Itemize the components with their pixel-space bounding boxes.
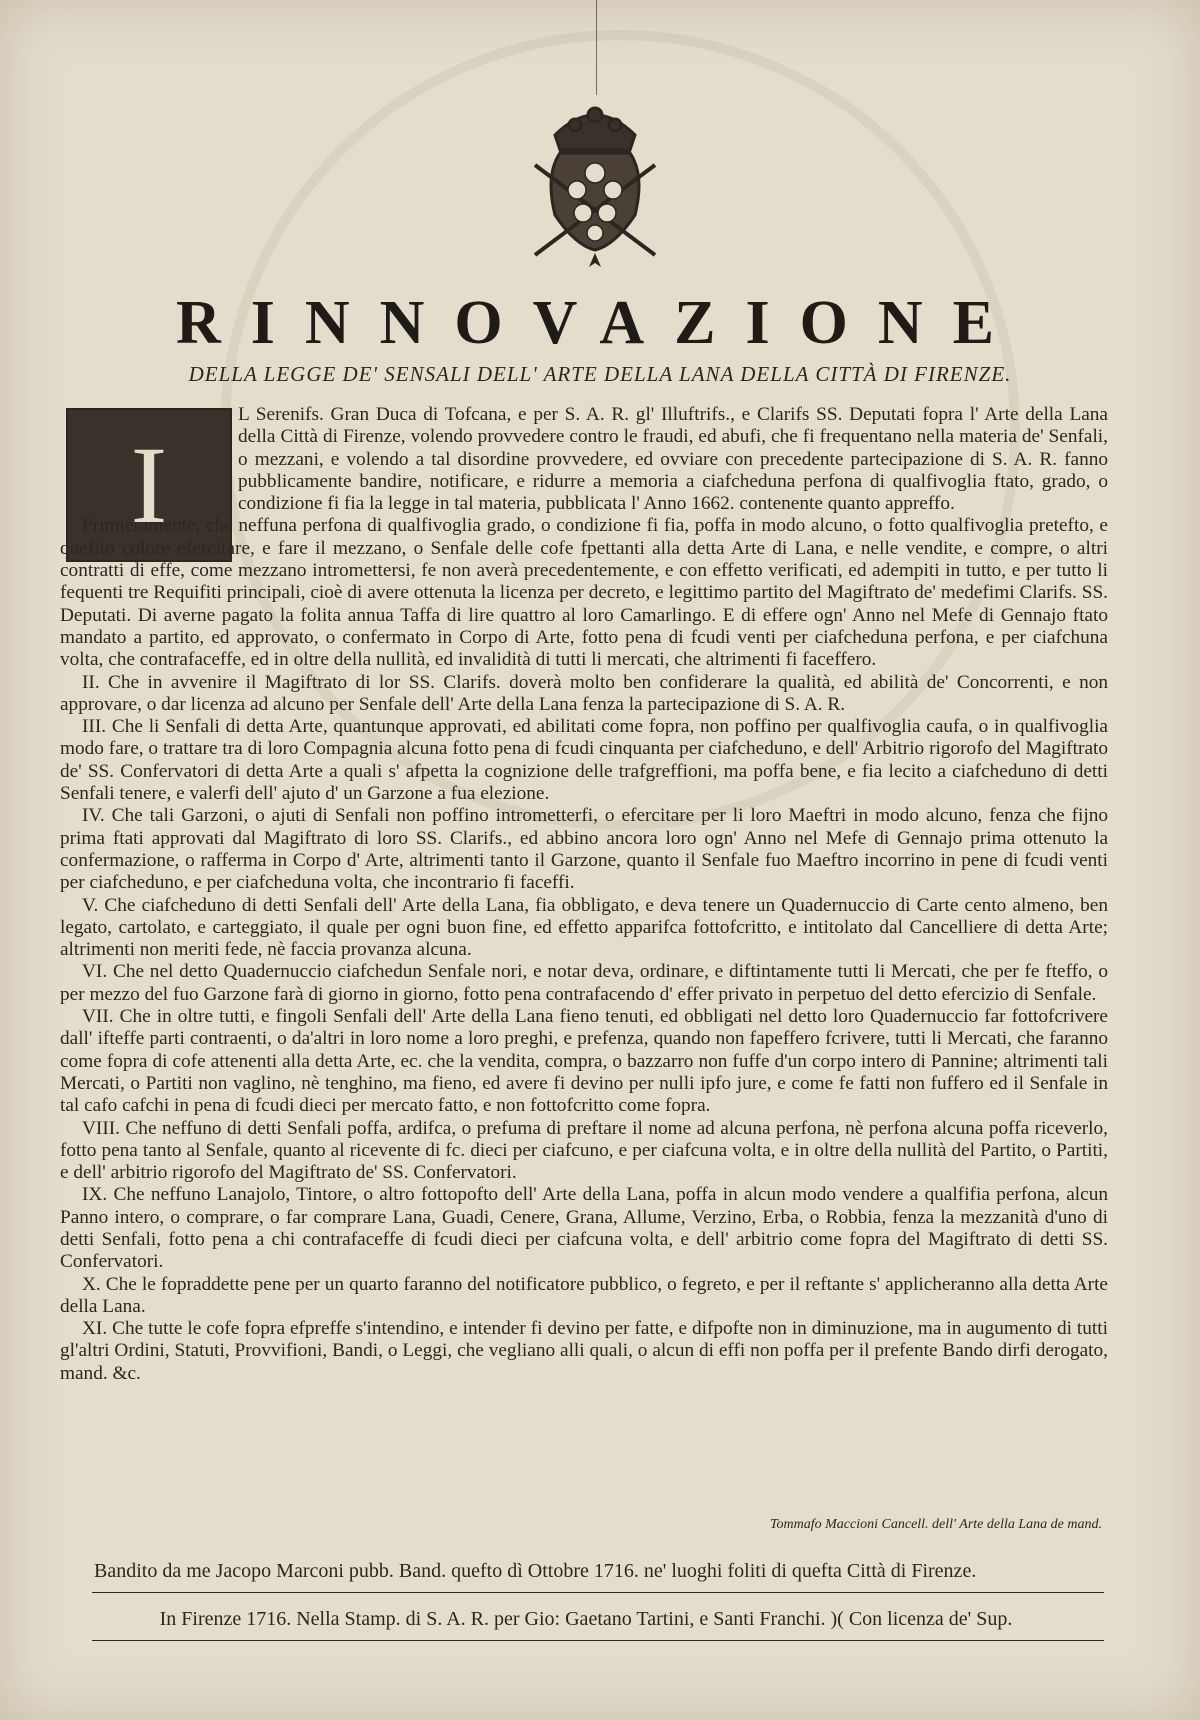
decree-body: [60, 404, 1108, 1385]
article-viii: VIII. Che neffuno di detti Senfali poffa, ardifca, o prefuma di preftare il nome ad alcuna perfona, nè perfona alcuna poffa riceverlo, fotto pena tanto al Senfale, quanto al ricevente di fc. dieci per ciafcuno, e per ciafcuna volta, e in oltre della nullità del Partito, o Partiti, e dell' arbitrio rigorofo del Magiftrato de' SS. Confervatori.: [60, 1117, 1108, 1184]
proclamation-line: Bandito da me Jacopo Marconi pubb. Band. quefto dì Ottobre 1716. ne' luoghi foliti di quefta Città di Firenze.: [94, 1560, 977, 1582]
medici-crest-icon: [505, 95, 685, 275]
article-ix: IX. Che neffuno Lanajolo, Tintore, o altro fottopofto dell' Arte della Lana, poffa in alcun modo vendere a qualfifia perfona, alcun Panno intero, o comprare, o far comprare Lana, Guadi, Cenere, Grana, Allume, Verzino, Erba, o Robbia, fenza la mezzanità d'uno di detti Senfali, fotto pena a chi contrafaceffe di fcudi dieci per ciafcuna volta, e dell' arbitrio come fopra del Magiftrato di detti SS. Confervatori.: [60, 1184, 1108, 1273]
initial-letter: I: [130, 424, 168, 546]
decree-title: RINNOVAZIONE: [175, 289, 1025, 357]
chancellor-signature: Tommafo Maccioni Cancell. dell' Arte della Lana de mand.: [770, 1517, 1102, 1532]
decree-subtitle: DELLA LEGGE DE' SENSALI DELL' ARTE DELLA LANA DELLA CITTÀ DI FIRENZE.: [188, 362, 1012, 386]
article-ii: II. Che in avvenire il Magiftrato di lor SS. Clarifs. doverà molto ben confiderare la qualità, ed abilità de' Concorrenti, e non approvare, o dar licenza ad alcuno per Senfale dell' Arte della Lana fenza la partecipazione di S. A. R.: [60, 671, 1108, 715]
intro-paragraph: L Serenifs. Gran Duca di Tofcana, e per S. A. R. gl' Illuftrifs., e Clarifs SS. Deputati fopra l' Arte della Lana della Città di Firenze, volendo provvedere contro le fraudi, ed abufi, che fi frequentano nella materia de' Senfali, o mezzani, e volendo a tal disordine provvedere, ed ovviare con precedente partecipazione di S. A. R. fanno pubblicamente bandire, notificare, e ridurre a memoria a ciafcheduna perfona di qualfivoglia ftato, grado, o condizione fi fia la legge in tal materia, pubblicata l' Anno 1662. contenente quanto appreffo.: [238, 404, 1108, 515]
fold-line: [596, 0, 597, 95]
article-xi: XI. Che tutte le cofe fopra efpreffe s'intendino, e intender fi devino per fatte, e difpofte non in diminuzione, ma in augumento di tutti gl'altri Ordini, Statuti, Provvifioni, Bandi, o Leggi, che vegliano alli quali, o alcun di effi non poffa per il prefente Bando dirfi derogato, mand. &c.: [60, 1318, 1108, 1384]
article-primieramente: Primieramente, che neffuna perfona di qualfivoglia grado, o condizione fi fia, poffa in modo alcuno, o fotto qualfivoglia pretefto, e quefito colore efercitare, e fare il mezzano, o Senfale delle cofe fpettanti alla detta Arte di Lana, e nelle vendite, e compre, o altri contratti di effe, come mezzano intromettersi, fe non averà precedentemente, e con effetto verificati, ed adempiti in tutto, e per tutto li fequenti tre Requifiti principali, cioè di avere ottenuta la licenza per decreto, e legittimo partito del Magiftrato de' medefimi Clarifs. SS. Deputati. Di averne pagato la folita annua Taffa di lire quattro al loro Camarlingo. E di effere ogn' Anno nel Mefe di Gennajo ftato mandato a partito, ed approvato, o confermato in Corpo di Arte, fotto pena di fcudi venti per ciafcheduna perfona, e per ciafchuna volta, che contrafaceffe, ed in oltre della nullità, ed invalidità di tutti li mercati, che altrimenti fi faceffero.: [60, 515, 1108, 671]
divider-rule-bottom: [92, 1640, 1104, 1641]
divider-rule: [92, 1592, 1104, 1593]
printer-imprint: In Firenze 1716. Nella Stamp. di S. A. R. per Gio: Gaetano Tartini, e Santi Franchi. )( Con licenza de' Sup.: [159, 1608, 1013, 1630]
article-iii: III. Che li Senfali di detta Arte, quantunque approvati, ed abilitati come fopra, non poffino per qualfivoglia caufa, o in qualfivoglia modo fare, o trattare tra di loro Compagnia alcuna fotto pena di fcudi cinquanta per ciafcheduno, e dell' Arbitrio rigorofo del Magiftrato de' SS. Confervatori di detta Arte a quali s' afpetta la cognizione delle trafgreffioni, ma poffa bene, e fia lecito a ciafcheduno di detti Senfali tenere, e valerfi dell' ajuto d' un Garzone a fua elezione.: [60, 716, 1108, 805]
article-vi: VI. Che nel detto Quadernuccio ciafchedun Senfale nori, e notar deva, ordinare, e diftintamente tutti li Mercati, che per fe fteffo, o per mezzo del fuo Garzone farà di giorno in giorno, fotto pena contrafacendo d' effer privato in perpetuo del detto efercizio di Senfale.: [60, 961, 1108, 1005]
article-v: V. Che ciafcheduno di detti Senfali dell' Arte della Lana, fia obbligato, e deva tenere un Quadernuccio di Carte cento almeno, ben legato, cartolato, e carteggiato, il quale per ogni buon fine, ed effetto apparifca fottofcritto, e intitolato dal Cancelliere di detta Arte; altrimenti non meriti fede, nè faccia provanza alcuna.: [60, 894, 1108, 961]
article-x: X. Che le fopraddette pene per un quarto faranno del notificatore pubblico, o fegreto, e per il reftante s' applicheranno alla detta Arte della Lana.: [60, 1273, 1108, 1317]
article-vii: VII. Che in oltre tutti, e fingoli Senfali dell' Arte della Lana fieno tenuti, ed obbligati nel detto loro Quadernuccio far fottofcrivere dall' ifteffe parti contraenti, o da'altri in loro nome a loro preghi, e prefenza, quando non fapeffero fcrivere, tutti li Mercati, che faranno come fopra di cofe attenenti alla detta Arte, ec. che la vendita, compra, o bazzarro non fuffe d'un corpo intero di Pannine; altrimenti tali Mercati, o Partiti non vaglino, nè tenghino, ma fieno, ed avere fi devino per nulli ipfo jure, e come fe fatti non fuffero ed il Senfale in tal cafo cafchi in pena di fcudi dieci per mercato fatto, e non fottofcritto come fopra.: [60, 1006, 1108, 1117]
article-iv: IV. Che tali Garzoni, o ajuti di Senfali non poffino intrometterfi, o efercitare per li loro Maeftri in modo alcuno, fenza che fijno prima ftati approvati dal Magiftrato di loro SS. Clarifs., ed abbino ancora loro ogn' Anno nel Mefe di Gennajo prima ottenuto la confermazione, o rafferma in Corpo d' Arte, altrimenti tanto il Garzone, quanto il Senfale fuo Maeftro incorrino in pene di fcudi venti per ciafcheduno, e per ciafcheduna volta, che incontrario fi faceffi.: [60, 805, 1108, 894]
